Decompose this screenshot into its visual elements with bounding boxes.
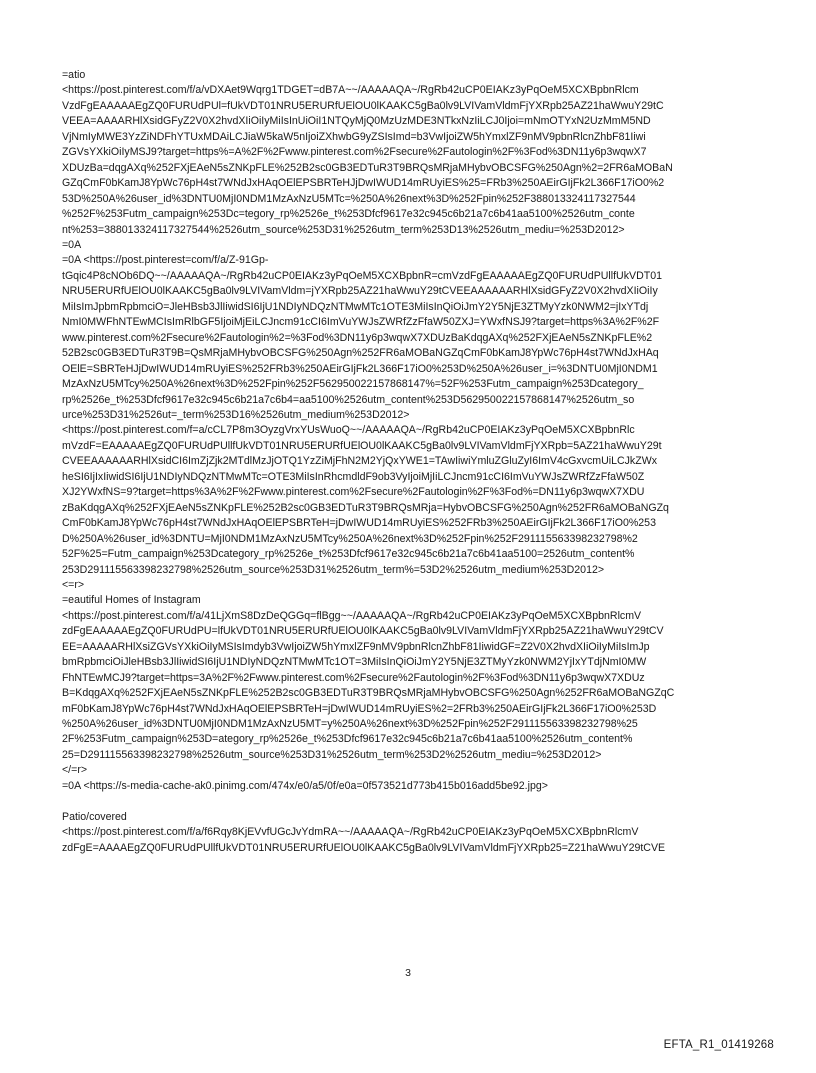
text-line: =0A [62,238,82,251]
text-line: MiIsImJpbmRpbmciO=JleHBsb3JlIiwidSI6IjU1NDIyNDQzNTMwMTc1OTE3MiIsInQiOiJmY2Y5NjE3ZTMyYzk0NWM2=jIxYTdj [62,300,649,313]
text-line: heSI6IjIxIiwidSI6IjU1NDIyNDQzNTMwMTc=OTE3MiIsInRhcmdldF9ob3VyIjoiMjIiLCJncm91cCI6ImVuYWJsZWRfZzFfaW50Z [62,470,645,483]
text-line: urce%253D31%2526ut=_term%253D16%2526utm_medium%253D2012> [62,408,410,421]
bates-number: EFTA_R1_01419268 [663,1039,774,1051]
text-line: =0A <https://s-media-cache-ak0.pinimg.com/474x/e0/a5/0f/e0a=0f573521d773b415b016add5be92.jpg> [62,779,548,792]
text-line: D%250A%26user_id%3DNTU=MjI0NDM1MzAxNzU5MTcy%250A%26next%3D%252Fpin%252F291115563398232798%2 [62,532,638,545]
text-line: zdFgEAAAAAEgZQ0FURUdPU=lfUkVDT01NRU5ERURfUElOU0lKAAKC5gBa0lv9LVIVamVldmFjYXRpb25AZ21haWwuY29tCV [62,625,664,638]
text-line: VjNmIyMWE3YzZiNDFhYTUxMDAiLCJiaW5kaW5nIjoiZXhwbG9yZSIsImd=b3VwIjoiZW5hYmxlZF9nMV9pbnRlcnZhbF81Iiwi [62,130,646,143]
text-line: MzAxNzU5MTcy%250A%26next%3D%252Fpin%252F562950022157868147%=52F%253Futm_campaign%253Dcategory_ [62,378,644,391]
page-number: 3 [405,967,411,979]
text-line: www.pinterest.com%2Fsecure%2Fautologin%2=%3Fod%3DN11y6p3wqwX7XDUzBaKdqgAXq%252FXjEAeN5sZNKpFLE%2 [62,331,653,344]
text-line: %250A%26user_id%3DNTU0MjI0NDM1MzAxNzU5MT=y%250A%26next%3D%252Fpin%252F291115563398232798%25 [62,718,638,731]
text-line: Patio/covered [62,810,127,823]
text-line [62,794,762,809]
text-line: CVEEAAAAAARHlXsidCI6ImZjZjk2MTdlMzJjOTQ1YzZiMjFhN2M2YjQxYWE1=TAwIiwiYmluZGluZyI6ImV4cGxvcmUiLCJkZWx [62,455,657,468]
text-line: =eautiful Homes of Instagram [62,594,201,607]
text-line: <https://post.pinterest.com/f/a/41LjXmS8DzDeQGGq=flBgg~~/AAAAAQA~/RgRb42uCP0EIAKz3yPqOeM5XCXBpbnRlcmV [62,609,642,622]
text-line: mVzdF=EAAAAAEgZQ0FURUdPUllfUkVDT01NRU5ERURfUElOU0lKAAKC5gBa0lv9LVIVamVldmFjYXRpb=5AZ21haWwuY29t [62,439,662,452]
document-body [62,68,762,856]
text-line: 253D291115563398232798%2526utm_source%253D31%2526utm_term%=53D2%2526utm_medium%253D2012> [62,563,605,576]
text-line: %252F%253Futm_campaign%253Dc=tegory_rp%2526e_t%253Dfcf9617e32c945c6b21a7c6b41aa5100%2526utm_conte [62,208,635,221]
text-line: tGqic4P8cNOb6DQ~~/AAAAAQA~/RgRb42uCP0EIAKz3yPqOeM5XCXBpbnR=cmVzdFgEAAAAAEgZQ0FURUdPUllfUkVDT01 [62,269,662,282]
text-line: B=KdqgAXq%252FXjEAeN5sZNKpFLE%252B2sc0GB3EDTuR3T9BRQsMRjaMHybvOBCSFG%250Agn%252FR6aMOBaNGZqC [62,687,675,700]
text-line: <https://post.pinterest.com/f/a/vDXAet9Wqrg1TDGET=dB7A~~/AAAAAQA~/RgRb42uCP0EIAKz3yPqOeM5XCXBpbnRlcm [62,84,639,97]
text-line: 52B2sc0GB3EDTuR3T9B=QsMRjaMHybvOBCSFG%250Agn%252FR6aMOBaNGZqCmF0bKamJ8YpWc76pH4st7WNdJxHAq [62,347,659,360]
text-line: mF0bKamJ8YpWc76pH4st7WNdJxHAqOElEPSBRTeH=jDwIWUD14mRUyiES%2=2FRb3%250AEirGIjFk2L366F17iO0%253D [62,702,657,715]
text-line: OElE=SBRTeHJjDwIWUD14mRUyiES%252FRb3%250AEirGIjFk2L366F17iO0%253D%250A%26user_i=%3DNTU0MjI0NDM1 [62,362,658,375]
text-line: zdFgE=AAAAEgZQ0FURUdPUllfUkVDT01NRU5ERURfUElOU0lKAAKC5gBa0lv9LVIVamVldmFjYXRpb25=Z21haWwuY29tCVE [62,841,666,854]
text-line: nt%253=388013324117327544%2526utm_source%253D31%2526utm_term%253D13%2526utm_mediu=%253D2012> [62,223,625,236]
text-line: XJ2YWxfNS=9?target=https%3A%2F%2Fwww.pinterest.com%2Fsecure%2Fautologin%2F%3Fod%=DN11y6p3wqwX7XDU [62,486,645,499]
text-line: </=r> [62,764,88,777]
text-line: <=r> [62,578,85,591]
text-line: ZGVsYXkiOiIyMSJ9?target=https%=A%2F%2Fwww.pinterest.com%2Fsecure%2Fautologin%2F%3Fod%3DN11y6p3wqwX7 [62,146,647,159]
text-line: VzdFgEAAAAAEgZQ0FURUdPUl=fUkVDT01NRU5ERURfUElOU0lKAAKC5gBa0lv9LVIVamVldmFjYXRpb25AZ21haWwuY29tC [62,99,664,112]
text-line: 2F%253Futm_campaign%253D=ategory_rp%2526e_t%253Dfcf9617e32c945c6b21a7c6b41aa5100%2526utm_content% [62,733,633,746]
text-line: =0A <https://post.pinterest=com/f/a/Z-91Gp- [62,254,269,267]
text-line: rp%2526e_t%253Dfcf9617e32c945c6b21a7c6b4=aa5100%2526utm_content%253D562950022157868147%2526utm_so [62,393,635,406]
text-line: <https://post.pinterest.com/f/a/f6Rqy8KjEVvfUGcJvYdmRA~~/AAAAAQA~/RgRb42uCP0EIAKz3yPqOeM5XCXBpbnRlcmV [62,826,639,839]
text-line: bmRpbmciOiJleHBsb3JlIiwidSI6IjU1NDIyNDQzNTMwMTc1OT=3MiIsInQiOiJmY2Y5NjE3ZTMyYzk0NWM2YjIxYTdjNmI0MW [62,656,647,669]
text-line: 25=D291115563398232798%2526utm_source%253D31%2526utm_term%253D2%2526utm_mediu=%253D2012> [62,748,602,761]
text-line: =atio [62,69,86,81]
text-line: zBaKdqgAXq%252FXjEAeN5sZNKpFLE%252B2sc0GB3EDTuR3T9BRQsMRja=HybvOBCSFG%250Agn%252FR6aMOBaNGZq [62,501,669,514]
text-line: GZqCmF0bKamJ8YpWc76pH4st7WNdJxHAqOElEPSBRTeHJjDwIWUD14mRUyiES%25=FRb3%250AEirGIjFk2L366F17iO0%2 [62,177,665,190]
text-line: VEEA=AAAARHlXsidGFyZ2V0X2hvdXIiOiIyMiIsInUiOiI1NTQyMjQ0MzUzMDE3NTkxNzIiLCJ0Ijoi=mNmOTYxN2UzMmM5ND [62,115,651,128]
text-line: XDUzBa=dqgAXq%252FXjEAeN5sZNKpFLE%252B2sc0GB3EDTuR3T9BRQsMRjaMHybvOBCSFG%250Agn%2=2FR6aMOBaN [62,161,673,174]
text-line: <https://post.pinterest.com/f=a/cCL7P8m3OyzgVrxYUsWuoQ~~/AAAAAQA~/RgRb42uCP0EIAKz3yPqOeM5XCXBpbnRlc [62,424,635,437]
text-line: EE=AAAAARHlXsiZGVsYXkiOiIyMSIsImdyb3VwIjoiZW5hYmxlZF9nMV9pbnRlcnZhbF81IiwidGF=Z2V0X2hvdXIiOiIyMiIsImJp [62,640,650,653]
text-line: FhNTEwMCJ9?target=https=3A%2F%2Fwww.pinterest.com%2Fsecure%2Fautologin%2F%3Fod%3DN11y6p3wqwX7XDUz [62,671,645,684]
text-line: CmF0bKamJ8YpWc76pH4st7WNdJxHAqOElEPSBRTeH=jDwIWUD14mRUyiES%252FRb3%250AEirGIjFk2L366F17iO0%253 [62,517,656,530]
text-line: NRU5ERURfUElOU0lKAAKC5gBa0lv9LVIVamVldm=jYXRpb25AZ21haWwuY29tCVEEAAAAAARHlXsidGFyZ2V0X2hvdXIiOiIy [62,285,658,298]
text-line: 53D%250A%26user_id%3DNTU0MjI0NDM1MzAxNzU5MTc=%250A%26next%3D%252Fpin%252F388013324117327544 [62,192,636,205]
text-line: NmI0MWFhNTEwMCIsImRlbGF5IjoiMjEiLCJncm91cCI6ImVuYWJsZWRfZzFfaW50ZXJ=YWxfNSJ9?target=https%3A%2F%2F [62,316,660,329]
text-line: 52F%25=Futm_campaign%253Dcategory_rp%2526e_t%253Dfcf9617e32c945c6b21a7c6b41aa5100=2526utm_content% [62,548,635,561]
